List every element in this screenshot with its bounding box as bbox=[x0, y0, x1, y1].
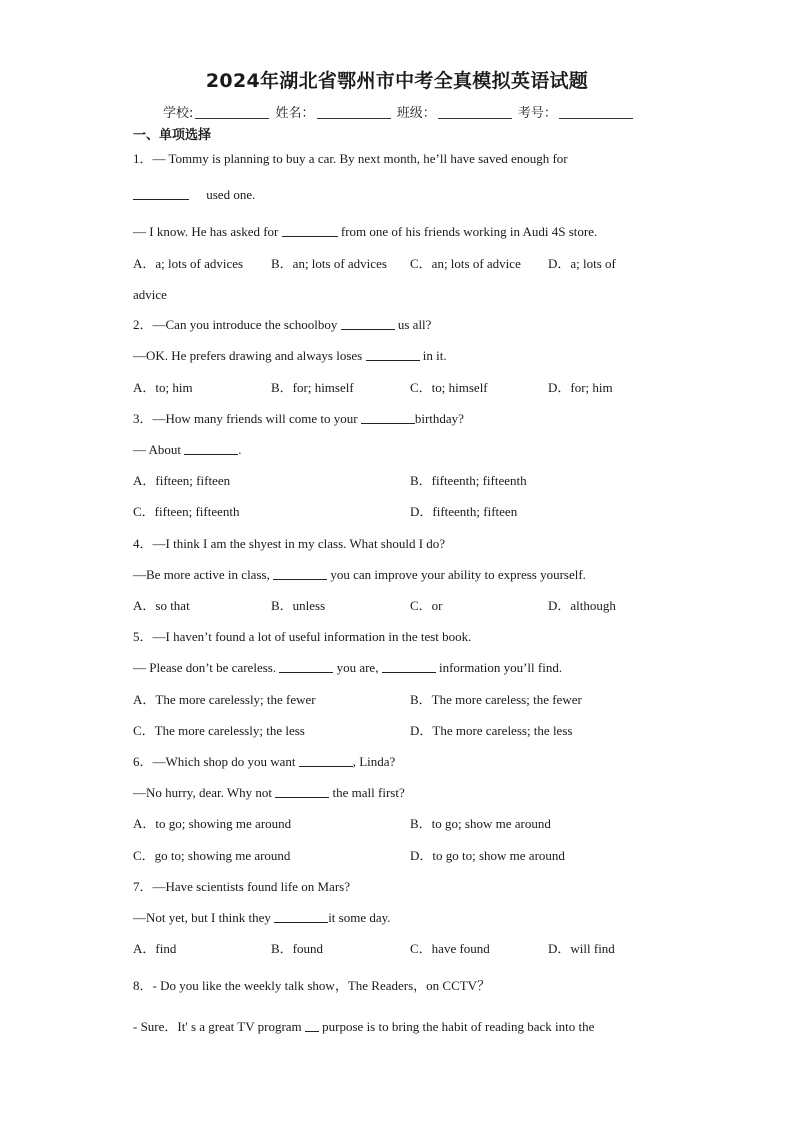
answer-blank bbox=[279, 661, 333, 673]
q3-option-c[interactable]: C．fifteen; fifteenth bbox=[133, 504, 240, 519]
answer-blank bbox=[273, 568, 327, 580]
answer-blank bbox=[282, 225, 338, 237]
student-info-row bbox=[163, 102, 635, 121]
answer-blank bbox=[299, 755, 353, 767]
class-label: 班级： bbox=[396, 106, 436, 121]
page-title: 2024年湖北省鄂州市中考全真模拟英语试题 bbox=[205, 70, 589, 92]
school-label: 学校: bbox=[163, 106, 194, 121]
q3-stem-line1: 3．—How many friends will come to your birthday? bbox=[133, 411, 464, 426]
q5-option-b[interactable]: B．The more careless; the fewer bbox=[410, 692, 582, 707]
q2-option-c[interactable]: C．to; himself bbox=[410, 380, 488, 395]
q7-option-b[interactable]: B．found bbox=[271, 941, 324, 956]
section-heading: 一、单项选择 bbox=[133, 128, 212, 143]
q4-option-b[interactable]: B．unless bbox=[271, 598, 326, 613]
q1-stem-line3: — I know. He has asked for from one of his friends working in Audi 4S store. bbox=[133, 224, 598, 239]
q5-stem-line1: 5．—I haven’t found a lot of useful information in the test book. bbox=[133, 629, 472, 644]
q8-stem-line1: 8．- Do you like the weekly talk show，The Readers，on CCTV？ bbox=[133, 978, 491, 993]
q2-option-a[interactable]: A．to; him bbox=[133, 380, 193, 395]
answer-blank bbox=[305, 1020, 319, 1032]
q1-option-c[interactable]: C．an; lots of advice bbox=[410, 256, 521, 271]
q6-option-b[interactable]: B．to go; show me around bbox=[410, 816, 551, 831]
q2-stem-line2: —OK. He prefers drawing and always loses in it. bbox=[133, 348, 447, 363]
answer-blank bbox=[275, 786, 329, 798]
q3-option-a[interactable]: A．fifteen; fifteen bbox=[133, 473, 231, 488]
q4-stem-line1: 4．—I think I am the shyest in my class. What should I do? bbox=[133, 536, 446, 551]
q3-stem-line2: — About . bbox=[133, 442, 242, 457]
q6-stem-line1: 6．—Which shop do you want , Linda? bbox=[133, 754, 396, 769]
q1-option-d[interactable]: D．a; lots of bbox=[548, 256, 616, 271]
answer-blank bbox=[366, 349, 420, 361]
q5-option-d[interactable]: D．The more careless; the less bbox=[410, 723, 573, 738]
answer-blank bbox=[361, 412, 415, 424]
class-blank[interactable] bbox=[438, 106, 512, 119]
q1-option-a[interactable]: A．a; lots of advices bbox=[133, 256, 244, 271]
q1-stem-line1: 1．— Tommy is planning to buy a car. By next month, he’ll have saved enough for bbox=[133, 151, 568, 166]
q2-stem-line1: 2．—Can you introduce the schoolboy us all? bbox=[133, 317, 432, 332]
q4-stem-line2: —Be more active in class, you can improve your ability to express yourself. bbox=[133, 567, 586, 582]
name-label: 姓名： bbox=[275, 106, 315, 121]
answer-blank bbox=[184, 443, 238, 455]
name-blank[interactable] bbox=[317, 106, 391, 119]
q3-option-d[interactable]: D．fifteenth; fifteen bbox=[410, 504, 518, 519]
q6-stem-line2: —No hurry, dear. Why not the mall first? bbox=[133, 785, 405, 800]
q3-option-b[interactable]: B．fifteenth; fifteenth bbox=[410, 473, 527, 488]
q6-option-c[interactable]: C．go to; showing me around bbox=[133, 848, 291, 863]
answer-blank bbox=[341, 318, 395, 330]
exam-no-label: 考号： bbox=[517, 106, 557, 121]
q7-stem-line1: 7．—Have scientists found life on Mars? bbox=[133, 879, 350, 894]
q6-option-a[interactable]: A．to go; showing me around bbox=[133, 816, 292, 831]
q4-option-d[interactable]: D．although bbox=[548, 598, 616, 613]
q4-option-c[interactable]: C．or bbox=[410, 598, 443, 613]
q7-option-a[interactable]: A．find bbox=[133, 941, 177, 956]
q7-option-c[interactable]: C．have found bbox=[410, 941, 490, 956]
q2-option-d[interactable]: D．for; him bbox=[548, 380, 613, 395]
q4-option-a[interactable]: A．so that bbox=[133, 598, 190, 613]
q1-stem-line2: used one. bbox=[133, 187, 255, 203]
answer-blank bbox=[382, 661, 436, 673]
q2-option-b[interactable]: B．for; himself bbox=[271, 380, 354, 395]
exam-no-blank[interactable] bbox=[559, 106, 633, 119]
q8-stem-line2: - Sure．It' s a great TV program purpose is to bring the habit of reading back into the bbox=[133, 1019, 595, 1034]
answer-blank bbox=[274, 911, 328, 923]
q7-stem-line2: —Not yet, but I think they it some day. bbox=[133, 910, 391, 925]
school-blank[interactable] bbox=[195, 106, 269, 119]
answer-blank bbox=[133, 188, 189, 200]
q7-option-d[interactable]: D．will find bbox=[548, 941, 615, 956]
q1-option-b[interactable]: B．an; lots of advices bbox=[271, 256, 387, 271]
q5-option-a[interactable]: A．The more carelessly; the fewer bbox=[133, 692, 316, 707]
q5-option-c[interactable]: C．The more carelessly; the less bbox=[133, 723, 305, 738]
q1-option-d-wrap: advice bbox=[133, 287, 167, 302]
q6-option-d[interactable]: D．to go to; show me around bbox=[410, 848, 565, 863]
q5-stem-line2: — Please don’t be careless. you are, information you’ll find. bbox=[133, 660, 563, 675]
